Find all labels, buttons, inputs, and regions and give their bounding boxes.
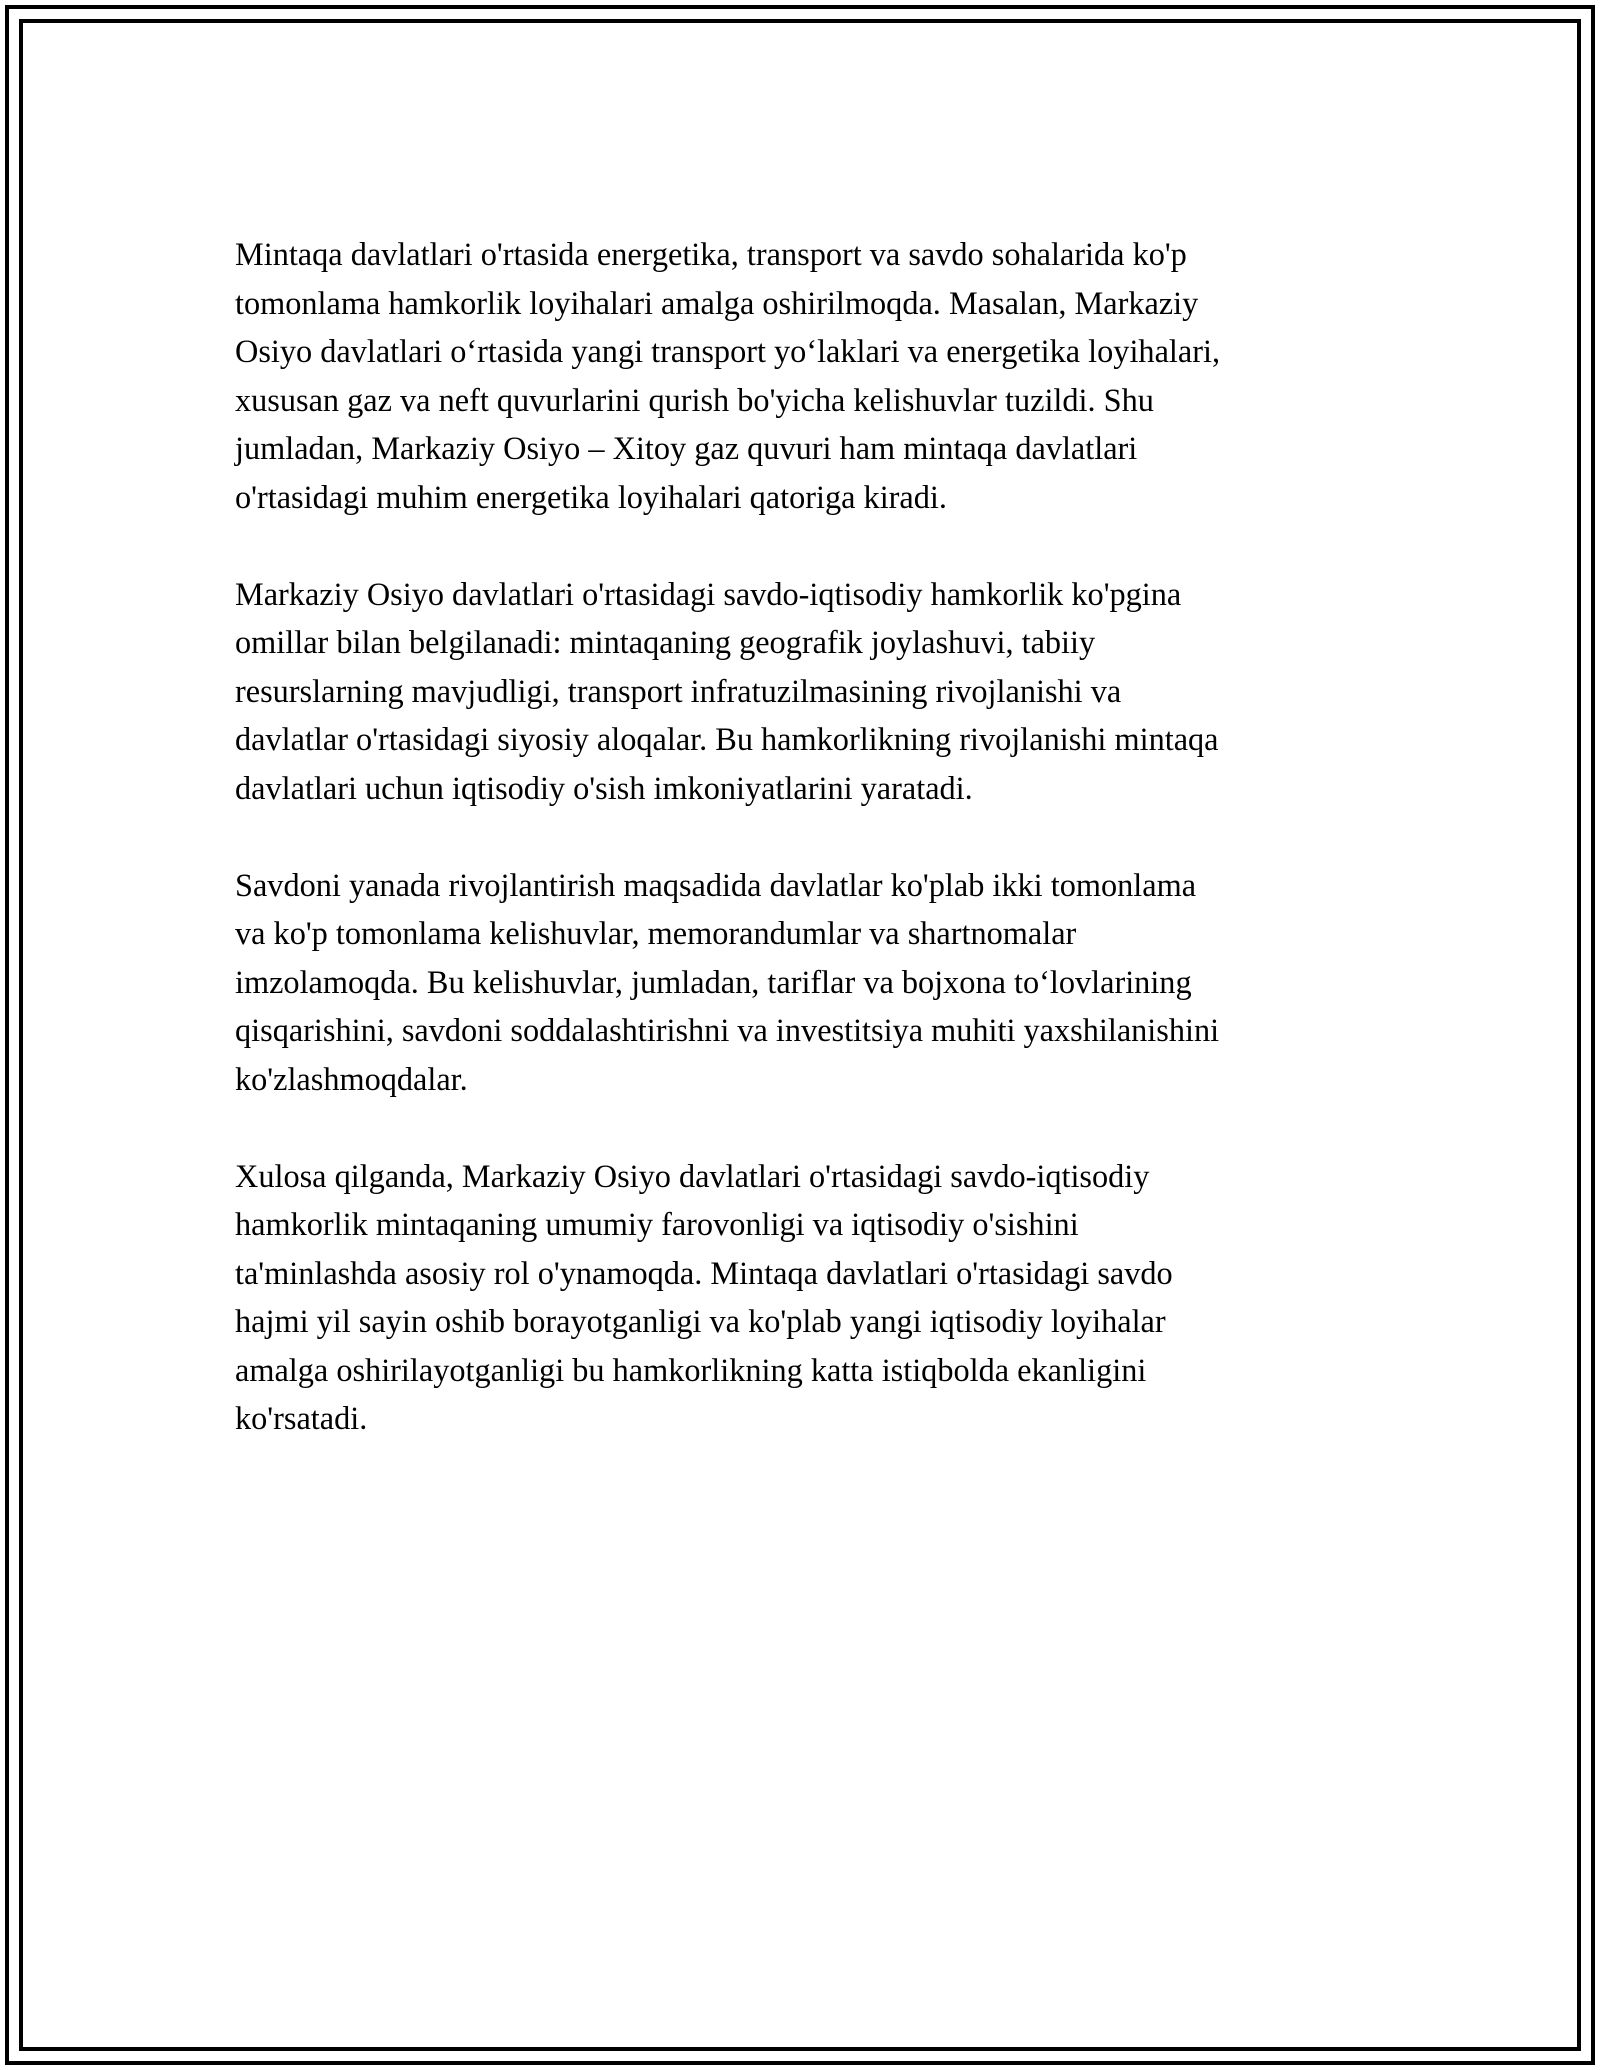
text-line: tomonlama hamkorlik loyihalari amalga oshirilmoqda. Masalan, Markaziy: [235, 284, 1199, 321]
text-line: ko'rsatadi.: [235, 1400, 368, 1436]
text-line: qisqarishini, savdoni soddalashtirishni va investitsiya muhiti yaxshilanishini: [235, 1012, 1220, 1048]
text-line: davlatlar o'rtasidagi siyosiy aloqalar. Bu hamkorlikning rivojlanishi mintaqa: [235, 721, 1219, 757]
text-line: Osiyo davlatlari o‘rtasida yangi transport yo‘laklari va energetika loyihalari,: [235, 333, 1221, 369]
text-line: hamkorlik mintaqaning umumiy farovonligi va iqtisodiy o'sishini: [235, 1206, 1079, 1242]
text-line: omillar bilan belgilanadi: mintaqaning geografik joylashuvi, tabiiy: [235, 624, 1096, 660]
text-line: va ko'p tomonlama kelishuvlar, memorandumlar va shartnomalar: [235, 915, 1077, 951]
text-line: ta'minlashda asosiy rol o'ynamoqda. Mintaqa davlatlari o'rtasidagi savdo: [235, 1254, 1173, 1291]
text-line: amalga oshirilayotganligi bu hamkorlikning katta istiqbolda ekanligini: [235, 1351, 1147, 1388]
paragraph-energy-transport-cooperation: [235, 230, 1375, 521]
text-line: Mintaqa davlatlari o'rtasida energetika, transport va savdo sohalarida ko'p: [235, 236, 1187, 272]
document-body: [235, 230, 1375, 1491]
text-line: Savdoni yanada rivojlantirish maqsadida davlatlar ko'plab ikki tomonlama: [235, 866, 1197, 903]
paragraph-trade-agreements: [235, 861, 1375, 1104]
text-line: resurslarning mavjudligi, transport infratuzilmasining rivojlanishi va: [235, 672, 1122, 709]
text-line: imzolamoqda. Bu kelishuvlar, jumladan, tariflar va bojxona to‘lovlarining: [235, 963, 1192, 1000]
text-line: hajmi yil sayin oshib borayotganligi va ko'plab yangi iqtisodiy loyihalar: [235, 1303, 1166, 1339]
text-line: jumladan, Markaziy Osiyo – Xitoy gaz quvuri ham mintaqa davlatlari: [235, 430, 1138, 466]
text-line: xususan gaz va neft quvurlarini qurish bo'yicha kelishuvlar tuzildi. Shu: [235, 381, 1154, 418]
text-line: o'rtasidagi muhim energetika loyihalari qatoriga kiradi.: [235, 478, 947, 515]
text-line: Xulosa qilganda, Markaziy Osiyo davlatlari o'rtasidagi savdo-iqtisodiy: [235, 1157, 1150, 1194]
text-line: davlatlari uchun iqtisodiy o'sish imkoniyatlarini yaratadi.: [235, 769, 973, 806]
paragraph-conclusion: [235, 1152, 1375, 1443]
text-line: Markaziy Osiyo davlatlari o'rtasidagi savdo-iqtisodiy hamkorlik ko'pgina: [235, 575, 1182, 612]
text-line: ko'zlashmoqdalar.: [235, 1060, 468, 1097]
paragraph-trade-factors: [235, 570, 1375, 813]
